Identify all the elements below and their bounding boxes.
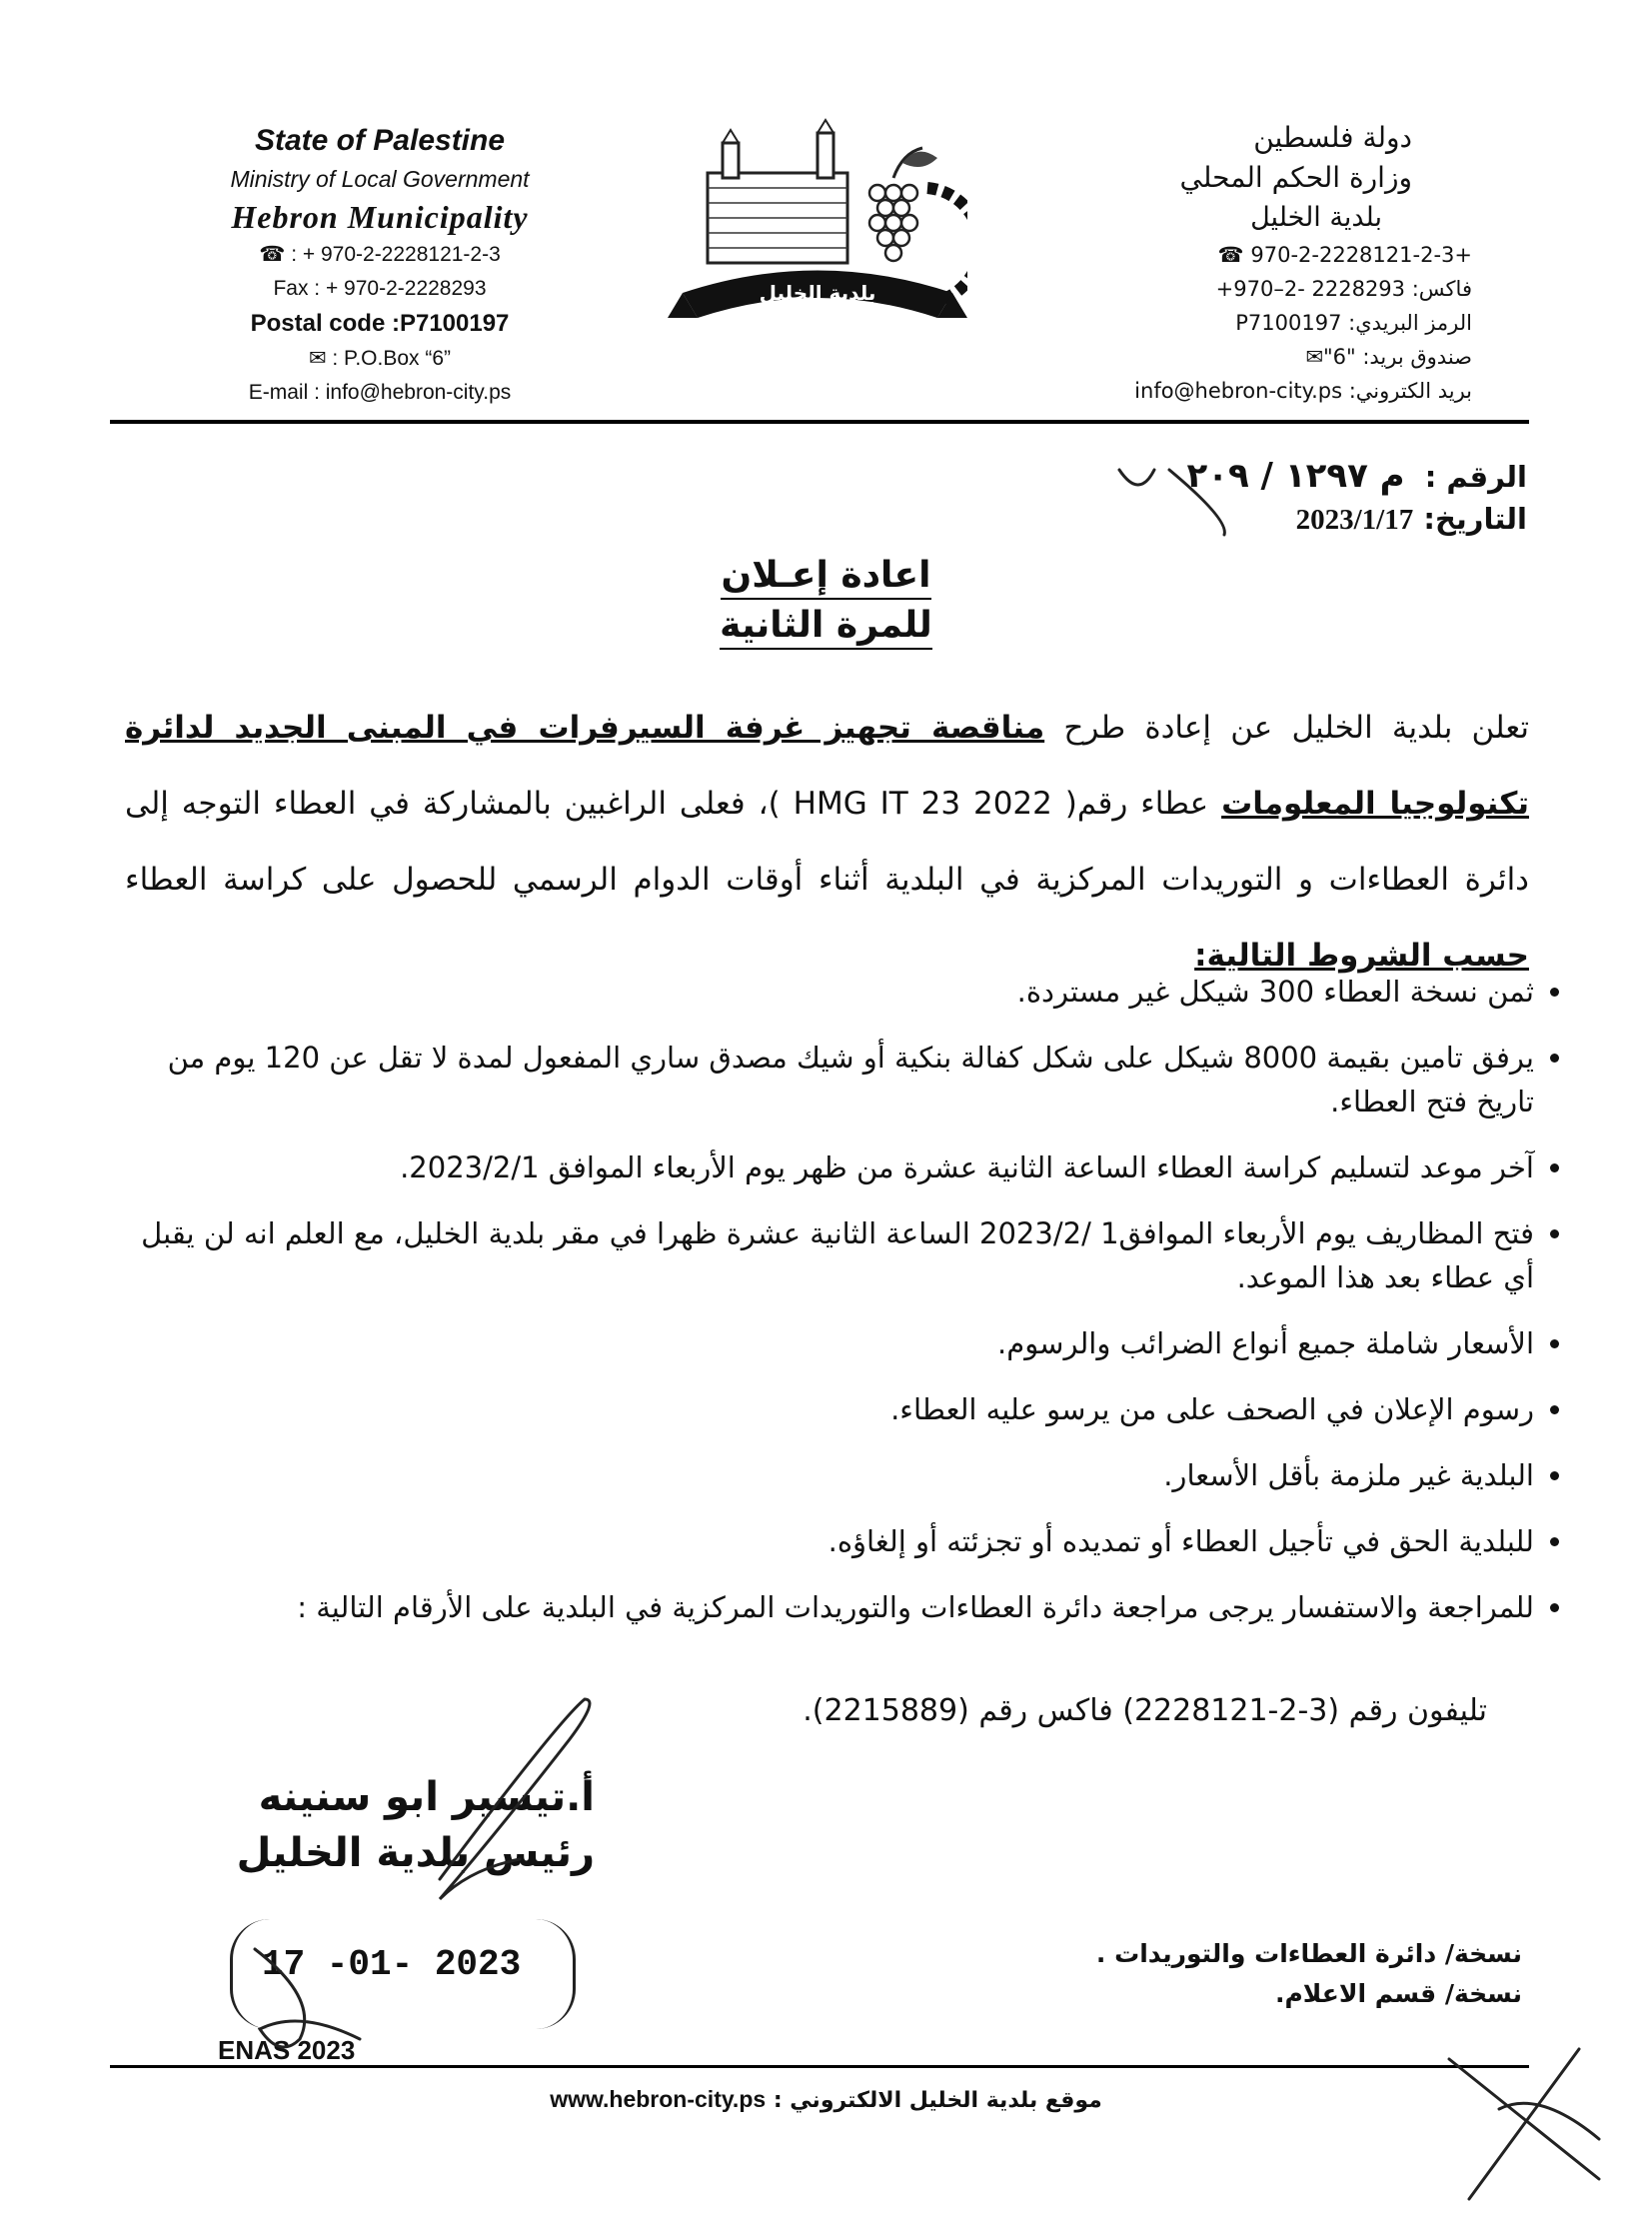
title-line-2: للمرة الثانية [720,605,932,650]
postal-en: Postal code :P7100197 [250,310,510,337]
pobox-ar: صندوق بريد: "6"✉ [1305,345,1472,369]
condition-item: • آخر موعد لتسليم كراسة العطاء الساعة الثانية عشرة من ظهر يوم الأربعاء الموافق 2023/2/1. [140,1145,1534,1189]
announcement-body [125,690,1529,994]
body-part-1: تعلن بلدية الخليل عن إعادة طرح [1044,710,1529,746]
header-english [170,120,590,410]
municipality-logo [668,118,967,348]
municipality-ar: بلدية الخليل [1250,202,1382,233]
condition-item: • للبلدية الحق في تأجيل العطاء أو تمديده أو تجزئته أو إلغاؤه. [140,1519,1534,1563]
condition-item: • رسوم الإعلان في الصحف على من يرسو عليه العطاء. [140,1387,1534,1431]
body-part-2: عطاء رقم( HMG IT 23 2022 )، فعلى الراغبين بالمشاركة في العطاء التوجه إلى دائرة العطاءات و التوريدات المركزية في البلدية أثناء أوقات الدوام الرسمي للحصول على كراسة العطاء [125,786,1529,898]
reference-number-value: م ١٢٩٧ / ٢٠٩ [1186,456,1405,496]
fax-en: Fax : + 970-2-2228293 [273,277,487,300]
email-en: E-mail : info@hebron-city.ps [248,381,512,404]
signature-block [175,1769,595,1881]
email-ar: بريد الكتروني: info@hebron-city.ps [1134,379,1472,403]
country-en: State of Palestine [254,124,506,157]
phone-en: ☎ : + 970-2-2228121-2-3 [259,243,501,266]
pobox-en: ✉ : P.O.Box “6” [308,347,452,370]
condition-item: • ثمن نسخة العطاء 300 شيكل غير مستردة. [140,970,1534,1014]
announcement-title [0,555,1652,596]
conditions-list [140,970,1589,1651]
ministry-ar: وزارة الحكم المحلي [1179,161,1412,194]
corner-scribble [1449,2049,1599,2199]
clerk-initials: ENAS 2023 [218,2035,356,2065]
header-arabic [1052,118,1472,408]
fax-ar: فاكس: 2228293 -2–970+ [1215,277,1472,301]
title-line-1: اعادة إعـلان [721,555,930,600]
condition-item: • الأسعار شاملة جميع أنواع الضرائب والرسوم. [140,1321,1534,1365]
reference-date-label: التاريخ: [1423,502,1527,536]
copy-item: نسخة/ قسم الاعلام. [1274,1979,1522,2008]
reference-date-row [1007,498,1527,541]
reference-block [1007,455,1527,541]
tender-subject: مناقصة تجهيز غرفة السيرفرات في المبنى الجديد لدائرة تكنولوجيا المعلومات [125,710,1529,822]
logo-banner-text: بلدية الخليل [759,281,876,305]
country-ar: دولة فلسطين [1253,121,1412,154]
ministry-en: Ministry of Local Government [230,166,530,192]
condition-item: • فتح المظاريف يوم الأربعاء الموافق1 /2023/2 الساعة الثانية عشرة ظهرا في مقر بلدية الخليل، مع العلم انه لن يقبل أي عطاء بعد هذا الموعد. [140,1211,1534,1299]
copies-block [1096,1934,1522,2014]
footer-website: www.hebron-city.ps [550,2086,767,2112]
municipality-en: Hebron Municipality [231,199,529,235]
copy-item: نسخة/ دائرة العطاءات والتوريدات . [1095,1939,1522,1968]
condition-item: • البلدية غير ملزمة بأقل الأسعار. [140,1453,1534,1497]
reference-date-value: 2023/1/17 [1295,504,1414,536]
announcement-subtitle [0,605,1652,646]
condition-item: • للمراجعة والاستفسار يرجى مراجعة دائرة العطاءات والتوريدات المركزية في البلدية على الأرقام التالية : [140,1585,1534,1629]
footer-divider [110,2065,1529,2068]
signatory-name: أ.تيسير ابو سنينه [258,1774,595,1820]
header-divider [110,420,1529,424]
phone-ar: +970-2-2228121-2-3 ☎ [1217,243,1472,267]
conditions-heading: حسب الشروط التالية: [1194,938,1529,974]
footer [0,2086,1652,2113]
reference-number-row [1007,455,1527,498]
footer-label: موقع بلدية الخليل الالكتروني : [773,2088,1102,2113]
postal-ar: الرمز البريدي: P7100197 [1235,311,1472,335]
stamp-date: 17 -01- 2023 [262,1944,522,1985]
reference-number-label: الرقم : [1424,460,1527,494]
condition-item: • يرفق تامين بقيمة 8000 شيكل على شكل كفالة بنكية أو شيك مصدق ساري المفعول لمدة لا تقل عن 120 يوم من تاريخ فتح العطاء. [140,1036,1534,1123]
signatory-title: رئيس بلدية الخليل [236,1830,595,1876]
contact-phone-fax: تليفون رقم (3-2-2228121) فاكس رقم (2215889). [803,1693,1487,1728]
